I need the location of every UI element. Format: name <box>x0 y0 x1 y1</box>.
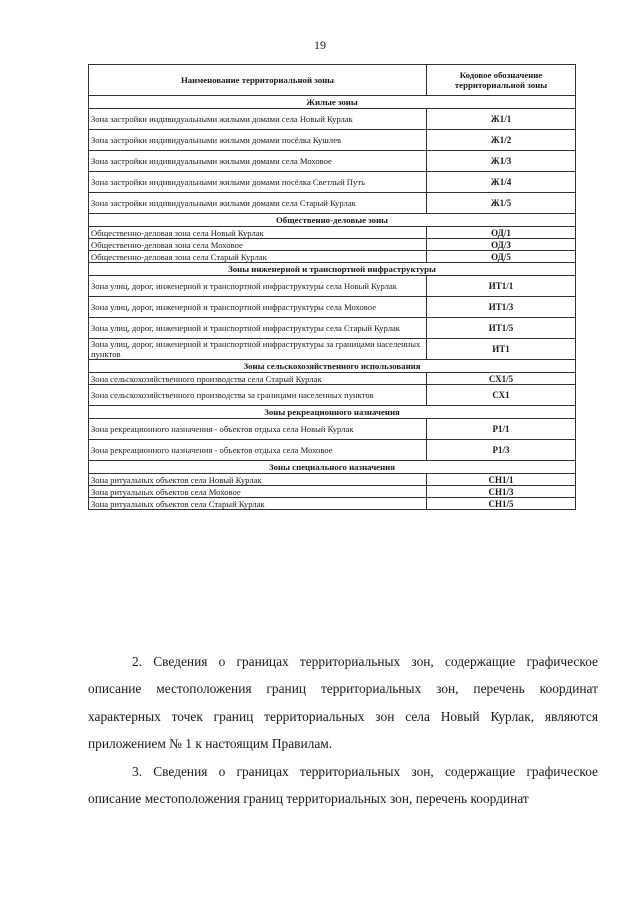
table-row <box>89 339 576 360</box>
section-title: Зоны сельскохозяйственного использования <box>89 360 576 373</box>
zone-code-cell: ОД/3 <box>427 239 576 251</box>
table-row <box>89 486 576 498</box>
zone-code-cell: СН1/5 <box>427 498 576 510</box>
zones-table-body <box>89 96 576 510</box>
paragraph: 2. Сведения о границах территориальных зон, содержащие графическое описание местоположения границ территориальных зон, перечень координат характерных точек границ территориальных зон села Новый Курлак, являются приложением № 1 к настоящим Правилам. <box>88 654 598 752</box>
section-title: Жилые зоны <box>89 96 576 109</box>
table-row <box>89 318 576 339</box>
zone-code-cell: ОД/5 <box>427 251 576 263</box>
zone-code-cell: ИТ1/5 <box>427 318 576 339</box>
table-row <box>89 151 576 172</box>
table-row <box>89 251 576 263</box>
table-row <box>89 498 576 510</box>
table-row <box>89 474 576 486</box>
header-zone-name: Наименование территориальной зоны <box>89 65 427 96</box>
zone-code-cell: СН1/3 <box>427 486 576 498</box>
table-row <box>89 172 576 193</box>
table-row <box>89 193 576 214</box>
zone-code-cell: Р1/1 <box>427 419 576 440</box>
zone-code-cell: Ж1/3 <box>427 151 576 172</box>
header-zone-code: Кодовое обозначение территориальной зоны <box>427 65 576 96</box>
zone-name-cell: Общественно-деловая зона села Моховое <box>89 239 427 251</box>
table-row <box>89 130 576 151</box>
zone-name-cell: Зона сельскохозяйственного производства села Старый Курлак <box>89 373 427 385</box>
zone-name-cell: Общественно-деловая зона села Новый Курлак <box>89 227 427 239</box>
zone-name-cell: Зона застройки индивидуальными жилыми домами посёлка Кушлев <box>89 130 427 151</box>
zone-name-cell: Зона застройки индивидуальными жилыми домами села Старый Курлак <box>89 193 427 214</box>
zone-name-cell: Зона улиц, дорог, инженерной и транспортной инфраструктуры села Моховое <box>89 297 427 318</box>
zone-code-cell: СХ1/5 <box>427 373 576 385</box>
zone-code-cell: Р1/3 <box>427 440 576 461</box>
table-row <box>89 239 576 251</box>
table-row <box>89 109 576 130</box>
table-row <box>89 297 576 318</box>
zone-code-cell: СХ1 <box>427 385 576 406</box>
zone-name-cell: Зона застройки индивидуальными жилыми домами села Новый Курлак <box>89 109 427 130</box>
table-row <box>89 227 576 239</box>
section-row <box>89 461 576 474</box>
section-row <box>89 360 576 373</box>
zone-name-cell: Зона ритуальных объектов села Новый Курлак <box>89 474 427 486</box>
zone-name-cell: Зона застройки индивидуальными жилыми домами села Моховое <box>89 151 427 172</box>
table-row <box>89 385 576 406</box>
zone-name-cell: Зона застройки индивидуальными жилыми домами посёлка Светлый Путь <box>89 172 427 193</box>
paragraph: 3. Сведения о границах территориальных зон, содержащие графическое описание местоположения границ территориальных зон, перечень координат <box>88 763 598 807</box>
zone-code-cell: ИТ1 <box>427 339 576 360</box>
zone-name-cell: Зона рекреационного назначения - объектов отдыха села Новый Курлак <box>89 419 427 440</box>
zone-name-cell: Зона улиц, дорог, инженерной и транспортной инфраструктуры села Старый Курлак <box>89 318 427 339</box>
page-number: 19 <box>314 38 326 52</box>
zones-table <box>88 64 576 510</box>
section-title: Общественно-деловые зоны <box>89 214 576 227</box>
section-row <box>89 214 576 227</box>
zone-code-cell: Ж1/4 <box>427 172 576 193</box>
section-title: Зоны рекреационного назначения <box>89 406 576 419</box>
section-row <box>89 406 576 419</box>
section-row <box>89 263 576 276</box>
table-row <box>89 276 576 297</box>
zone-code-cell: Ж1/2 <box>427 130 576 151</box>
body-text <box>88 648 598 812</box>
table-header-row <box>89 65 576 96</box>
zone-name-cell: Зона улиц, дорог, инженерной и транспортной инфраструктуры села Новый Курлак <box>89 276 427 297</box>
zone-code-cell: ОД/1 <box>427 227 576 239</box>
table-row <box>89 440 576 461</box>
zone-name-cell: Зона сельскохозяйственного производства за границами населенных пунктов <box>89 385 427 406</box>
table-row <box>89 419 576 440</box>
zone-name-cell: Общественно-деловая зона села Старый Курлак <box>89 251 427 263</box>
zone-code-cell: Ж1/5 <box>427 193 576 214</box>
zone-name-cell: Зона рекреационного назначения - объектов отдыха села Моховое <box>89 440 427 461</box>
section-row <box>89 96 576 109</box>
section-title: Зоны инженерной и транспортной инфраструктуры <box>89 263 576 276</box>
zone-name-cell: Зона ритуальных объектов села Старый Курлак <box>89 498 427 510</box>
zone-code-cell: Ж1/1 <box>427 109 576 130</box>
zone-name-cell: Зона улиц, дорог, инженерной и транспортной инфраструктуры за границами населенных пунктов <box>89 339 427 360</box>
zone-name-cell: Зона ритуальных объектов села Моховое <box>89 486 427 498</box>
zone-code-cell: СН1/1 <box>427 474 576 486</box>
zone-code-cell: ИТ1/1 <box>427 276 576 297</box>
table-row <box>89 373 576 385</box>
zone-code-cell: ИТ1/3 <box>427 297 576 318</box>
section-title: Зоны специального назначения <box>89 461 576 474</box>
